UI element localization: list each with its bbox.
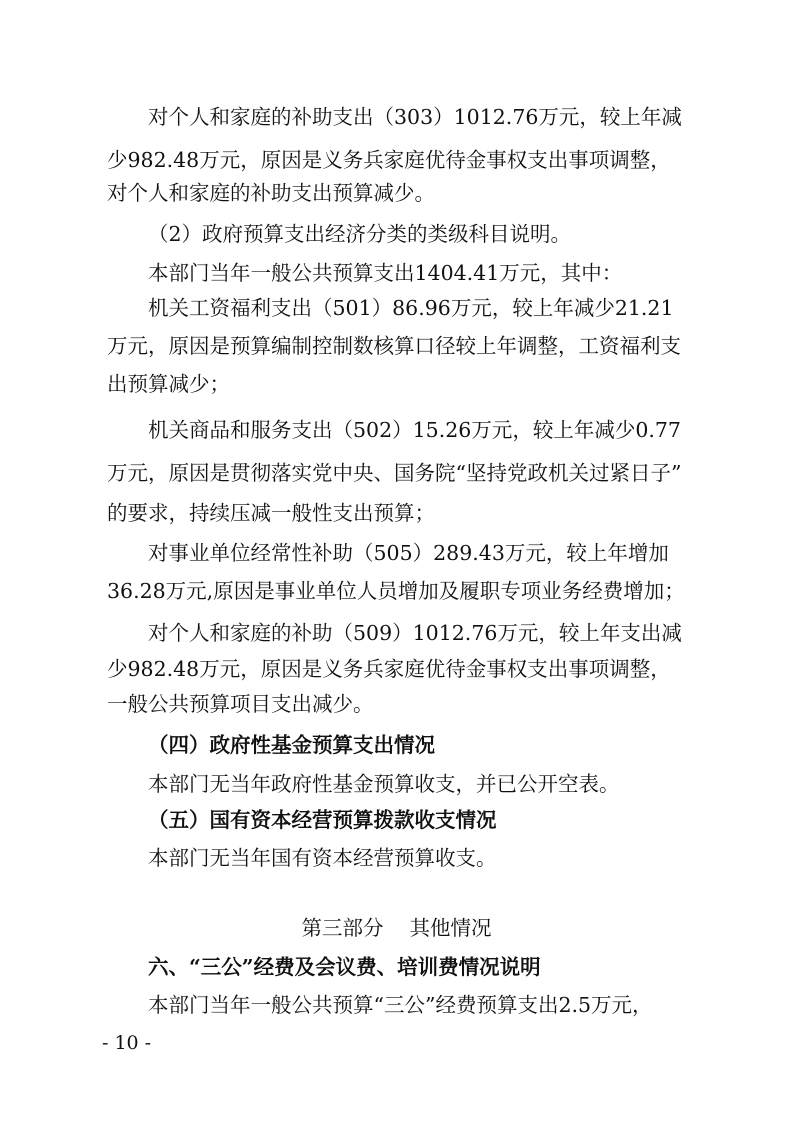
part-title: 第三部分 其他情况 [301,916,492,940]
section-heading: 六、“三公”经费及会议费、培训费情况说明 [148,955,541,979]
paragraph-line: 本部门无当年政府性基金预算收支，并已公开空表。 [148,772,620,796]
paragraph-line: 本部门当年一般公共预算“三公”经费预算支出2.5万元， [148,993,653,1017]
section-heading: （四）政府性基金预算支出情况 [148,733,435,757]
paragraph-line: 万元，原因是预算编制控制数核算口径较上年调整，工资福利支 [107,334,681,358]
page-number: - 10 - [102,1032,152,1054]
paragraph-line: 的要求，持续压减一般性支出预算； [107,501,435,525]
paragraph-line: 机关工资福利支出（501）86.96万元，较上年减少21.21 [148,296,674,320]
paragraph-line: 对个人和家庭的补助支出预算减少。 [107,181,435,205]
paragraph-line: 对个人和家庭的补助（509）1012.76万元，较上年支出减 [148,621,682,645]
paragraph-line: 一般公共预算项目支出减少。 [107,692,374,716]
paragraph-line: 少982.48万元，原因是义务兵家庭优待金事权支出事项调整， [107,148,671,172]
paragraph-line: 出预算减少； [107,372,230,396]
section-heading: （五）国有资本经营预算拨款收支情况 [148,808,497,832]
paragraph-line: 本部门无当年国有资本经营预算收支。 [148,846,497,870]
paragraph-line: 机关商品和服务支出（502）15.26万元，较上年减少0.77 [148,418,681,442]
paragraph-line: 36.28万元,原因是事业单位人员增加及履职专项业务经费增加； [107,579,685,603]
paragraph-line: 万元，原因是贯彻落实党中央、国务院“坚持党政机关过紧日子” [107,461,682,485]
paragraph-line: 对个人和家庭的补助支出（303）1012.76万元，较上年减 [148,105,682,129]
paragraph-line: 本部门当年一般公共预算支出1404.41万元，其中： [148,261,623,285]
paragraph-line: 对事业单位经常性补助（505）289.43万元，较上年增加 [148,541,669,565]
paragraph-line: 少982.48万元，原因是义务兵家庭优待金事权支出事项调整， [107,657,671,681]
paragraph-line: （2）政府预算支出经济分类的类级科目说明。 [148,222,572,246]
